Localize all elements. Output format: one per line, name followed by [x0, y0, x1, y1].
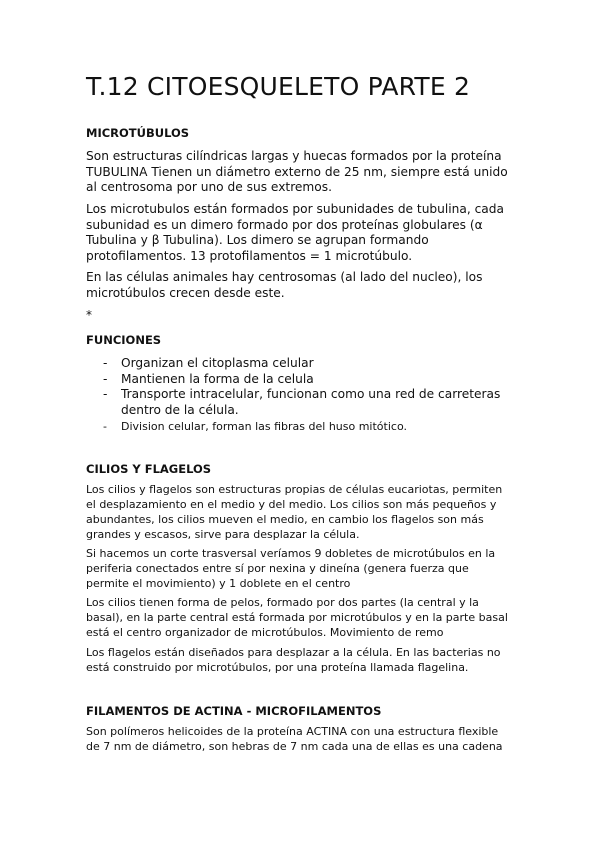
text-line: Son polímeros helicoides de la proteína ACTINA con una estructura flexible	[86, 725, 499, 738]
paragraph-cilios-1	[86, 482, 511, 542]
text-line: Los cilios tienen forma de pelos, formado por dos partes (la central y la	[86, 596, 479, 609]
section-heading-microtubulos: MICROTÚBULOS	[86, 126, 190, 140]
paragraph-microtubulos-3	[86, 270, 511, 301]
text-line: periferia conectados entre sí por nexina y dineína (genera fuerza que	[86, 562, 469, 575]
dash-bullet: -	[103, 371, 108, 386]
paragraph-microtubulos-2	[86, 202, 511, 264]
text-line: subunidad es un dimero formado por dos proteínas globulares (α	[86, 217, 483, 232]
list-item-text: Division celular, forman las fibras del huso mitótico.	[121, 420, 407, 433]
text-line: está el centro organizador de microtúbulos. Movimiento de remo	[86, 626, 444, 639]
dash-bullet: -	[103, 387, 108, 401]
text-line: el desplazamiento en el medio y del medio. Los cilios son más pequeños y	[86, 498, 497, 511]
text-line: Tubulina y β Tubulina). Los dimero se agrupan formando	[86, 233, 429, 247]
text-line: abundantes, los cilios mueven el medio, en cambio los flagelos son más	[86, 513, 484, 526]
text-line: está construido por microtúbulos, por una proteína llamada flagelina.	[86, 661, 469, 674]
text-line: microtúbulos crecen desde este.	[86, 285, 285, 300]
list-item	[86, 372, 516, 388]
text-line: permite el movimiento) y 1 doblete en el centro	[86, 577, 351, 590]
paragraph-microtubulos-1	[86, 149, 511, 196]
text-line: grandes y escasos, sirve para desplazar la célula.	[86, 528, 360, 541]
section-heading-funciones: FUNCIONES	[86, 333, 162, 347]
list-item-text: dentro de la célula.	[121, 402, 239, 417]
text-line: al centrosoma por uno de sus extremos.	[86, 180, 332, 194]
list-item	[86, 356, 516, 372]
list-item-text: Transporte intracelular, funcionan como una red de carreteras	[121, 387, 501, 401]
text-line: protofilamentos. 13 protofilamentos = 1 microtúbulo.	[86, 248, 413, 263]
text-line: Si hacemos un corte trasversal veríamos 9 dobletes de microtúbulos en la	[86, 547, 496, 560]
funciones-list	[86, 356, 516, 435]
paragraph-actina-1	[86, 724, 511, 754]
list-item	[86, 418, 516, 435]
text-line: En las células animales hay centrosomas (al lado del nucleo), los	[86, 270, 483, 284]
text-line: basal), en la parte central está formada por microtúbulos y en la parte basal	[86, 611, 508, 624]
text-line: Los cilios y flagelos son estructuras propias de células eucariotas, permiten	[86, 483, 503, 496]
text-line: de 7 nm de diámetro, son hebras de 7 nm cada una de ellas es una cadena	[86, 740, 503, 753]
paragraph-cilios-3	[86, 595, 511, 640]
section-heading-actina: FILAMENTOS DE ACTINA - MICROFILAMENTOS	[86, 704, 382, 718]
list-item-text: Mantienen la forma de la celula	[121, 371, 314, 386]
text-line: Son estructuras cilíndricas largas y huecas formados por la proteína	[86, 149, 502, 163]
page-title: T.12 CITOESQUELETO PARTE 2	[86, 72, 471, 101]
list-item-text: Organizan el citoplasma celular	[121, 356, 314, 370]
text-line: Los flagelos están diseñados para desplazar a la célula. En las bacterias no	[86, 646, 501, 659]
asterisk-marker: *	[86, 308, 92, 322]
dash-bullet: -	[103, 420, 107, 433]
dash-bullet: -	[103, 356, 108, 370]
text-line: TUBULINA Tienen un diámetro externo de 25 nm, siempre está unido	[86, 164, 508, 179]
paragraph-cilios-2	[86, 546, 511, 591]
list-item	[86, 387, 516, 418]
text-line: Los microtubulos están formados por subunidades de tubulina, cada	[86, 202, 504, 216]
paragraph-cilios-4	[86, 645, 511, 675]
section-heading-cilios: CILIOS Y FLAGELOS	[86, 462, 212, 476]
